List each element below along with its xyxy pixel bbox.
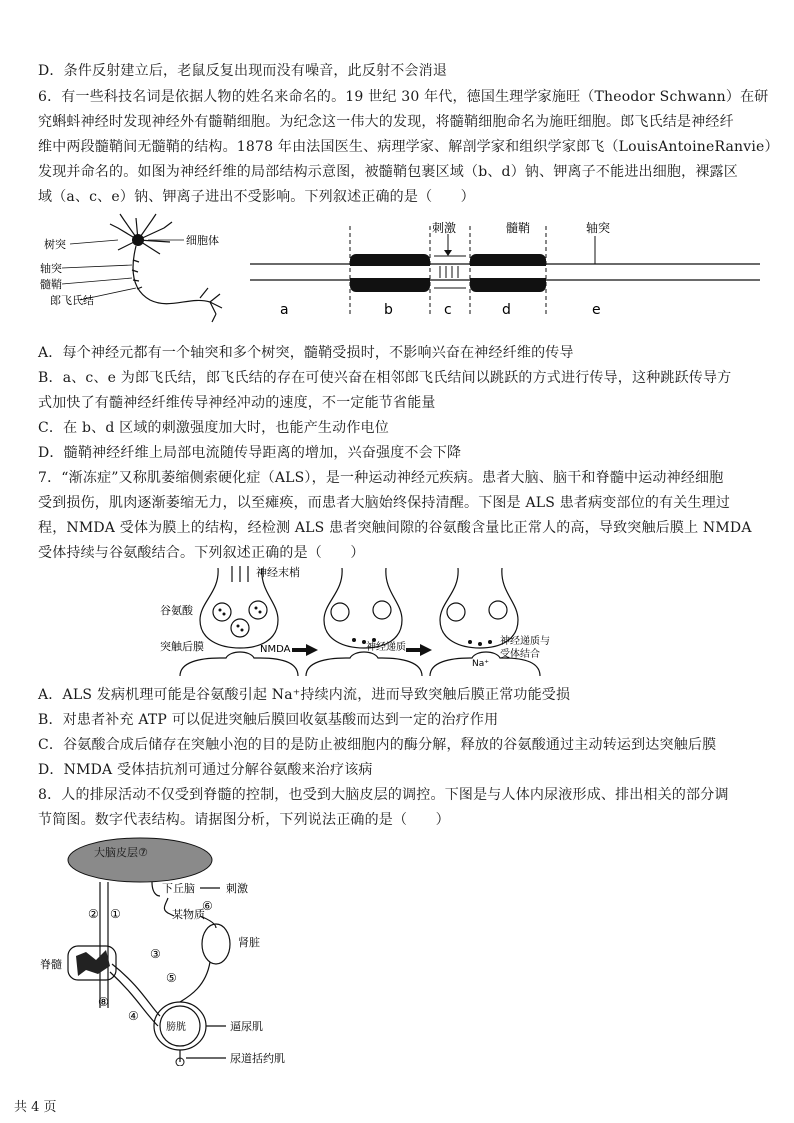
label-cell-body: 细胞体 <box>186 234 219 247</box>
q7-stem-line: 受体持续与谷氨酸结合。下列叙述正确的是（ ） <box>38 545 365 561</box>
label-spinal-cord: 脊髓 <box>40 958 62 971</box>
label-na: Na⁺ <box>472 659 489 669</box>
marker-5: ⑤ <box>166 971 177 985</box>
label-stimulus: 刺激 <box>432 221 457 235</box>
label-axon: 轴突 <box>40 262 62 275</box>
label-detrusor: 逼尿肌 <box>230 1020 263 1033</box>
q7-option: A．ALS 发病机理可能是谷氨酸引起 Na⁺持续内流，进而导致突触后膜正常功能受损 <box>38 687 571 703</box>
synapse-diagram <box>160 562 600 678</box>
neuron-diagram <box>40 210 240 330</box>
label-glutamate: 谷氨酸 <box>160 604 193 617</box>
label-nerve-ending: 神经末梢 <box>256 566 300 579</box>
q7-option: D．NMDA 受体拮抗剂可通过分解谷氨酸来治疗该病 <box>38 762 373 778</box>
q5-option-d: D．条件反射建立后，老鼠反复出现而没有噪音，此反射不会消退 <box>38 63 448 79</box>
label-bladder: 膀胱 <box>166 1022 186 1033</box>
label-node: 郎飞氏结 <box>50 294 94 307</box>
label-sphincter: 尿道括约肌 <box>230 1052 285 1065</box>
q8-stem-line: 8．人的排尿活动不仅受到脊髓的控制，也受到大脑皮层的调控。下图是与人体内尿液形成、排出相关的部分调 <box>38 787 729 803</box>
marker-8: ⑧ <box>98 995 109 1009</box>
urination-diagram <box>40 836 340 1066</box>
q7-stem-line: 受到损伤，肌肉逐渐萎缩无力，以至瘫痪，而患者大脑始终保持清醒。下图是 ALS 患者病变部位的有关生理过 <box>38 495 731 511</box>
q6-option: D．髓鞘神经纤维上局部电流随传导距离的增加，兴奋强度不会下降 <box>38 445 462 461</box>
q6-option: C．在 b、d 区域的刺激强度加大时，也能产生动作电位 <box>38 420 389 436</box>
q6-option: A．每个神经元都有一个轴突和多个树突，髓鞘受损时，不影响兴奋在神经纤维的传导 <box>38 345 574 361</box>
marker-1: ① <box>110 907 121 921</box>
marker-2: ② <box>88 907 99 921</box>
cortex-shape <box>68 838 212 882</box>
label-cortex: 大脑皮层⑦ <box>94 846 148 859</box>
q7-option: C．谷氨酸合成后储存在突触小泡的目的是防止被细胞内的酶分解，释放的谷氨酸通过主动转运到达突触后膜 <box>38 737 717 753</box>
q7-option: B．对患者补充 ATP 可以促进突触后膜回收氨基酸而达到一定的治疗作用 <box>38 712 499 728</box>
region-a: a <box>280 302 289 318</box>
q6-option: B．a、c、e 为郎飞氏结，郎飞氏结的存在可使兴奋在相邻郎飞氏结间以跳跃的方式进行传导，这种跳跃传导方 <box>38 370 732 386</box>
label-myelin: 髓鞘 <box>40 278 62 291</box>
label-fiber-myelin: 髓鞘 <box>506 221 531 235</box>
marker-4: ④ <box>128 1009 139 1023</box>
nerve-fiber-diagram <box>250 218 760 324</box>
q7-stem-line: 7．“渐冻症”又称肌萎缩侧索硬化症（ALS），是一种运动神经元疾病。患者大脑、脑干和脊髓中运动神经细胞 <box>38 470 724 486</box>
label-hypothalamus: 下丘脑 <box>162 882 195 895</box>
q6-option: 式加快了有髓神经纤维传导神经冲动的速度，不一定能节省能量 <box>38 395 436 411</box>
region-b: b <box>384 302 393 318</box>
q8-stem-line: 节简图。数字代表结构。请据图分析，下列说法正确的是（ ） <box>38 812 450 828</box>
page-footer: 共 4 页 <box>14 1100 57 1115</box>
q6-stem-line: 发现并命名的。如图为神经纤维的局部结构示意图，被髓鞘包裹区域（b、d）钠、钾离子不能进出细胞，裸露区 <box>38 164 738 180</box>
q6-stem-line: 究蝌蚪神经时发现神经外有髓鞘细胞。为纪念这一伟大的发现，将髓鞘细胞命名为施旺细胞。郎飞氏结是神经纤 <box>38 114 734 130</box>
label-dendrite: 树突 <box>44 238 66 251</box>
region-d: d <box>502 302 511 318</box>
label-fiber-axon: 轴突 <box>586 221 611 235</box>
q7-stem-line: 程，NMDA 受体为膜上的结构，经检测 ALS 患者突触间隙的谷氨酸含量比正常人的高，导致突触后膜上 NMDA <box>38 520 752 536</box>
q6-stem-line: 维中两段髓鞘间无髓鞘的结构。1878 年由法国医生、病理学家、解剖学家和组织学家郎飞（LouisAntoineRanvie） <box>38 139 779 155</box>
label-binding-2: 受体结合 <box>500 649 540 660</box>
q6-stem-line: 6．有一些科技名词是依据人物的姓名来命名的。19 世纪 30 年代，德国生理学家施旺（Theodor Schwann）在研 <box>38 89 769 105</box>
marker-6: ⑥ <box>202 899 213 913</box>
label-stimulus-8: 刺激 <box>226 882 248 895</box>
q6-stem-line: 域（a、c、e）钠、钾离子进出不受影响。下列叙述正确的是（ ） <box>38 189 475 205</box>
label-binding-1: 神经递质与 <box>500 636 550 647</box>
region-e: e <box>592 302 601 318</box>
label-substance: 某物质 <box>172 908 205 921</box>
region-c: c <box>444 302 452 318</box>
label-nmda: NMDA <box>260 644 291 655</box>
label-transmitter: 神经递质 <box>366 642 406 653</box>
marker-3: ③ <box>150 947 161 961</box>
label-kidney: 肾脏 <box>238 936 260 949</box>
cell-body-shape <box>132 234 144 246</box>
label-postsynaptic: 突触后膜 <box>160 640 204 653</box>
